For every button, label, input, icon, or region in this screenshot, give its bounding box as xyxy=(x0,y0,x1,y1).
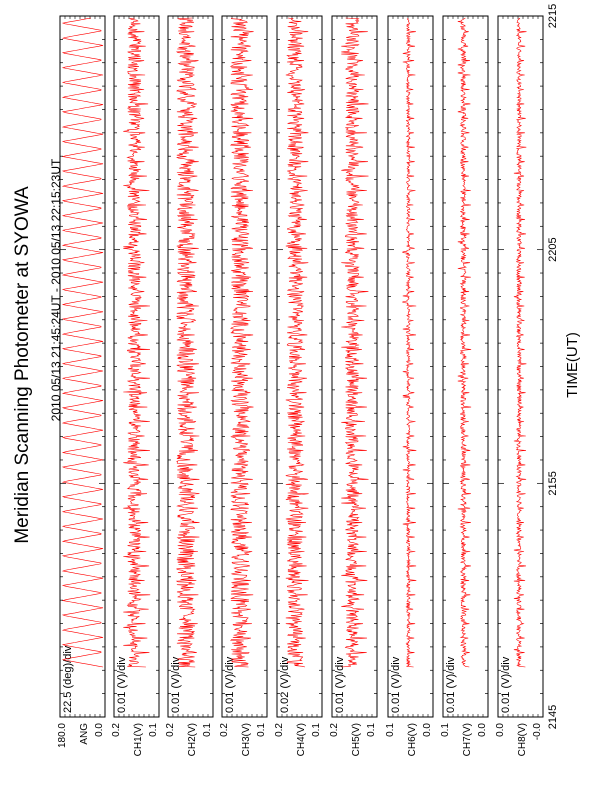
panel-ch8 xyxy=(495,16,543,756)
panel-ch7 xyxy=(440,16,488,756)
panel-labels xyxy=(57,645,105,748)
x-tick-labels xyxy=(547,4,559,729)
panel-channel-name: CH5(V) xyxy=(351,723,362,757)
panel-labels xyxy=(329,656,377,756)
panel-labels xyxy=(219,656,267,756)
panel-value-tick-label: 0.2 xyxy=(111,723,122,737)
panel-frame xyxy=(277,16,322,717)
panel-channel-name: CH6(V) xyxy=(407,723,418,757)
panel-value-tick-label: 0.1 xyxy=(148,723,159,737)
series-line-ch5 xyxy=(341,18,368,667)
panel-channel-name: CH7(V) xyxy=(462,723,473,757)
panel-scale-label: 0.01 (V)/div xyxy=(445,656,457,713)
period-label-group xyxy=(49,158,63,421)
x-tick-label-2155: 2155 xyxy=(547,471,559,496)
series-line-ch2 xyxy=(177,18,200,667)
panel-labels xyxy=(495,656,543,756)
panel-frame xyxy=(60,16,105,717)
panel-ch4 xyxy=(274,16,322,756)
panel-frame xyxy=(222,16,267,717)
panel-labels xyxy=(111,656,159,756)
panel-value-tick-label: 0.1 xyxy=(202,723,213,737)
panel-ch3 xyxy=(219,16,267,756)
period-label: 2010 05/13 21:45:24UT - 2010 05/13 22:15:23UT xyxy=(49,158,63,422)
panel-value-tick-label: 0.1 xyxy=(385,723,396,737)
left-title-group xyxy=(12,186,33,544)
panel-value-tick-label: 0.1 xyxy=(440,723,451,737)
panel-value-tick-label: 0.0 xyxy=(495,723,506,737)
panel-value-tick-label: 0.0 xyxy=(94,723,105,737)
panel-value-tick-label: 0.1 xyxy=(256,723,267,737)
panel-labels xyxy=(165,656,213,756)
panel-ch2 xyxy=(165,16,213,756)
panel-scale-label: 0.01 (V)/div xyxy=(390,656,402,713)
panel-labels xyxy=(440,656,488,756)
panel-channel-name: CH3(V) xyxy=(241,723,252,757)
panel-value-tick-label: 0.2 xyxy=(219,723,230,737)
panel-channel-name: CH2(V) xyxy=(187,723,198,757)
panel-ch6 xyxy=(385,16,433,756)
panel-value-tick-label: 0.2 xyxy=(329,723,340,737)
x-axis-label: TIME(UT) xyxy=(564,332,581,398)
panel-frame xyxy=(388,16,433,717)
panel-scale-label: 0.01 (V)/div xyxy=(334,656,346,713)
x-tick-label-2205: 2205 xyxy=(547,237,559,262)
panel-channel-name: CH4(V) xyxy=(296,723,307,757)
series-line-ch4 xyxy=(286,18,309,667)
panel-value-tick-label: 0.2 xyxy=(165,723,176,737)
panel-scale-label: 0.01 (V)/div xyxy=(170,656,182,713)
series-line-ch6 xyxy=(403,18,417,667)
series-line-ch1 xyxy=(123,18,150,667)
panel-ang xyxy=(57,16,105,748)
panel-scale-label: 0.02 (V)/div xyxy=(279,656,291,713)
series-line-ch7 xyxy=(458,18,471,667)
panel-value-tick-label: 0.0 xyxy=(477,723,488,737)
panel-channel-name: CH1(V) xyxy=(133,723,144,757)
panel-scale-label: 0.01 (V)/div xyxy=(224,656,236,713)
x-tick-label-2215: 2215 xyxy=(547,3,559,29)
panel-value-tick-label: -0.0 xyxy=(532,723,543,741)
x-tick-label-2145: 2145 xyxy=(547,704,559,730)
panel-value-tick-label: 0.0 xyxy=(422,723,433,737)
series-line-ch8 xyxy=(514,18,527,667)
panel-labels xyxy=(274,656,322,756)
panel-value-tick-label: 180.0 xyxy=(57,723,68,749)
panel-ch5 xyxy=(329,16,377,756)
panels-group xyxy=(57,16,543,756)
series-line-ang xyxy=(63,18,103,667)
series-line-ch3 xyxy=(231,18,254,667)
panel-scale-label: 0.01 (V)/div xyxy=(500,656,512,713)
xlabel-group xyxy=(564,332,581,398)
panel-channel-name: ANG xyxy=(79,723,90,745)
panel-value-tick-label: 0.2 xyxy=(274,723,285,737)
panel-ch1 xyxy=(111,16,159,756)
panel-scale-label: 0.01 (V)/div xyxy=(116,656,128,713)
panel-value-tick-label: 0.1 xyxy=(366,723,377,737)
panel-channel-name: CH8(V) xyxy=(517,723,528,757)
panel-labels xyxy=(385,656,433,756)
panel-value-tick-label: 0.1 xyxy=(311,723,322,737)
panel-scale-label: 22.5 (deg)/div xyxy=(62,645,74,713)
chart-title: Meridian Scanning Photometer at SYOWA xyxy=(12,186,33,544)
